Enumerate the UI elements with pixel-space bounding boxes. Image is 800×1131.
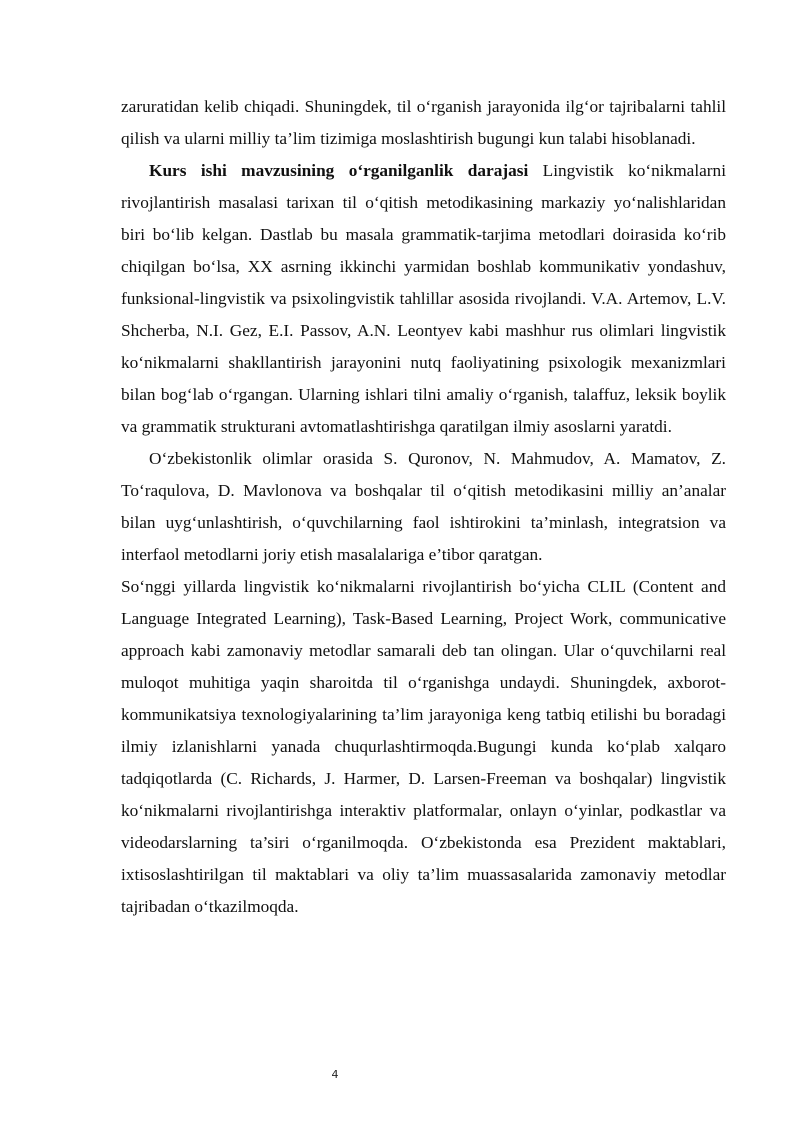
section-heading-run: Kurs ishi mavzusining o‘rganilganlik darajasi: [149, 161, 529, 180]
paragraph-modern-methods: So‘nggi yillarda lingvistik ko‘nikmalarni rivojlantirish bo‘yicha CLIL (Content and Language Integrated Learning), Task-Based Learning, Project Work, communicative approach kabi zamonaviy metodlar samarali deb tan olingan. Ular o‘quvchilarni real muloqot muhitiga yaqin sharoitda til o‘rganishga undaydi. Shuningdek, axborot-kommunikatsiya texnologiyalarining ta’lim jarayoniga keng tatbiq etilishi bu boradagi ilmiy izlanishlarni yanada chuqurlashtirmoqda.Bugungi kunda ko‘plab xalqaro tadqiqotlarda (C. Richards, J. Harmer, D. Larsen-Freeman va boshqalar) lingvistik ko‘nikmalarni rivojlantirishga interaktiv platformalar, onlayn o‘yinlar, podkastlar va videodarslarning ta’siri o‘rganilmoqda. O‘zbekistonda esa Prezident maktablari, ixtisoslashtirilgan til maktablari va oliy ta’lim muassasalarida zamonaviy metodlar tajribadan o‘tkazilmoqda.: [121, 577, 726, 916]
paragraph-study-level: [121, 155, 726, 443]
page-number: 4: [331, 1068, 339, 1081]
section-body-run: Lingvistik ko‘nikmalarni rivojlantirish masalasi tarixan til o‘qitish metodikasining markaziy yo‘nalishlaridan biri bo‘lib kelgan. Dastlab bu masala grammatik-tarjima metodlari doirasida ko‘rib chiqilgan bo‘lsa, XX asrning ikkinchi yarmidan boshlab kommunikativ yondashuv, funksional-lingvistik va psixolingvistik tahlillar asosida rivojlandi. V.A. Artemov, L.V. Shcherba, N.I. Gez, E.I. Passov, A.N. Leontyev kabi mashhur rus olimlari lingvistik ko‘nikmalarni shakllantirish jarayonini nutq faoliyatining psixologik mexanizmlari bilan bog‘lab o‘rgangan. Ularning ishlari tilni amaliy o‘rganish, talaffuz, leksik boylik va grammatik strukturani avtomatlashtirishga qaratilgan ilmiy asoslarni yaratdi.: [121, 161, 726, 436]
paragraph-continuation: zaruratidan kelib chiqadi. Shuningdek, til o‘rganish jarayonida ilg‘or tajribalarni tahlil qilish va ularni milliy ta’lim tizimiga moslashtirish bugungi kun talabi hisoblanadi.: [121, 97, 726, 148]
paragraph-uzbek-scholars: O‘zbekistonlik olimlar orasida S. Quronov, N. Mahmudov, A. Mamatov, Z. To‘raqulova, D. Mavlonova va boshqalar til o‘qitish metodikasini milliy an’analar bilan uyg‘unlashtirish, o‘quvchilarning faol ishtirokini ta’minlash, integratsion va interfaol metodlarni joriy etish masalalariga e’tibor qaratgan.: [121, 449, 726, 564]
body-text: [121, 91, 726, 923]
